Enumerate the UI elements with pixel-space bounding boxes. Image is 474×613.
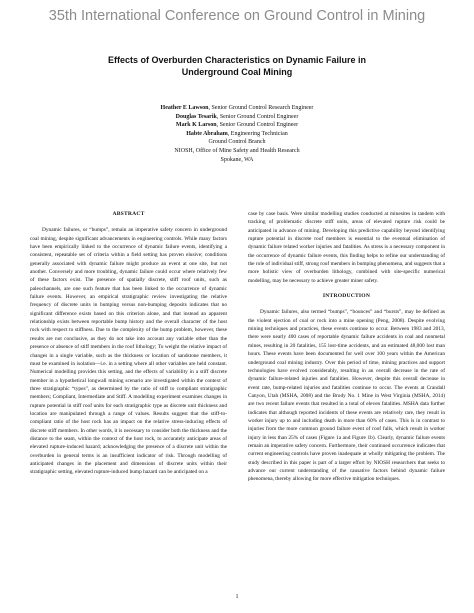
author-name: Heather E Lawson bbox=[160, 105, 209, 111]
author-line bbox=[40, 121, 434, 130]
author-name: Douglas Tesarik bbox=[175, 113, 217, 120]
author-name: Mark K Larson bbox=[175, 122, 217, 129]
author-line bbox=[40, 130, 434, 139]
affiliation-branch: Ground Control Branch bbox=[208, 139, 266, 146]
author-role: , Senior Ground Control Engineer bbox=[216, 122, 299, 129]
introduction-heading: INTRODUCTION bbox=[322, 293, 371, 300]
author-line bbox=[40, 104, 434, 113]
page-number: 1 bbox=[235, 594, 239, 600]
paper-title-line-1: Effects of Overburden Characteristics on Dynamic Failure in bbox=[107, 55, 367, 65]
paper-title bbox=[40, 54, 434, 78]
author-role: , Senior Ground Control Research Engineer bbox=[208, 105, 314, 111]
abstract-paragraph-1: Dynamic failures, or “bumps”, remain an imperative safety concern in underground coal mining, despite significant advancements in engineering controls. While many factors have been empirically linked to the occurrence of dynamic failure events, identifying a consistent, repeatable set of criteria within a field setting has proven elusive; conditions generally associated with dynamic failure might produce an event at one site, but not another. Conversely and more troubling, dynamic failure could occur where relatively few of these factors exist. The presence of spatially discrete, stiff roof units, such as paleochannels, are one such feature that has been linked to the occurrence of dynamic failure events. However, an empirical stratigraphic review investigating the relative frequency of discrete units in bumping versus non-bumping deposits indicates that no significant difference exists based on this criterion alone, and that instead an apparent relationship exists between reportable bump history and the overall character of the host rock with respect to stiffness. Due to the complexity of the bump problem, however, these results are not conclusive, as they do not take into account any variable other than the presence or absence of stiff members in the roof lithology; To weight the relative impact of changes in a single variable, such as the thickness or location of sandstone members, it must be examined in isolation—i.e. in a setting where all other variables are held constant. Numerical modelling provides this setting, and the effects of variability in a stiff discrete member in a hypothetical longwall mining scenario are investigated within the context of three stratigraphic “types”, as determined by the ratio of stiff to compliant stratigraphic members; Compliant, Intermediate and Stiff. A modelling experiment examines changes in rupture potential in stiff roof units for each stratigraphic type as discrete unit thickness and location are manipulated through a range of values. Results suggest that the stiff-to-compliant ratio of the host rock has an impact on the relative stress-inducing effects of discrete stiff members. In other words, it is necessary to consider both the thickness and the distance to the seam, within the context of the host rock, to accurately anticipate areas of elevated rupture-induced hazard; acknowledging the presence of a discrete unit within the overburden in general terms is an insufficient indicator of risk. Through modelling of anticipated changes in the placement and dimensions of discrete units within their stratigraphic setting, elevated rupture-induced bump hazard can be anticipated on a bbox=[30, 227, 227, 476]
left-column bbox=[30, 210, 227, 477]
paper-title-line-2: Underground Coal Mining bbox=[181, 67, 293, 77]
author-role: , Engineering Technician bbox=[227, 130, 288, 137]
author-name: Habte Abraham bbox=[186, 130, 228, 137]
right-column bbox=[248, 210, 445, 484]
author-block bbox=[40, 104, 434, 164]
conference-header: 35th International Conference on Ground Control in Mining bbox=[48, 8, 426, 24]
abstract-paragraph-2: case by case basis. Were similar modelling studies conducted at minesites in tandem with tracking of problematic discrete stiff units, areas of elevated rupture risk could be anticipated in advance of mining. Developing this predictive capability beyond identifying rupture potential in discrete roof members is essential to the eventual elimination of dynamic failure related worker injuries and fatalities. As stress is a necessary component in the occurrence of dynamic failure events, this finding helps to refine our understanding of the role of individual stiff, strong roof members in bumping phenomena, and suggests that a more holistic view of overburden lithology, combined with site-specific numerical modelling, may be necessary to achieve greater miner safety. bbox=[248, 211, 445, 284]
author-role: , Senior Ground Control Engineer bbox=[216, 113, 299, 120]
introduction-paragraph-1: Dynamic failures, also termed “bumps”, “bounces” and “bursts”, may be defined as the violent ejection of coal or rock into a mine opening (Peng, 2008). Despite evolving mining techniques and practices, these events continue to occur. Between 1983 and 2013, there were nearly 400 cases of reportable dynamic failure accidents in coal and nonmetal mines, resulting in 20 fatalities, 155 lost-time accidents, and an estimated 48,000 lost man hours. These events have been documented for well over 100 years within the American underground coal mining industry. Over this period of time, mining practices and support technologies have evolved considerably, resulting in an overall decrease in the rate of dynamic failure-related injuries and fatalities. However, despite this overall decrease in event rate, bump-related injuries and fatalities continue to occur. The events at Crandall Canyon, Utah (MSHA, 2008) and the Brody No. 1 Mine in West Virginia (MSHA, 2014) are two recent failure events that resulted in a total of eleven fatalities. MSHA data further indicates that although reported incidents of these events are relatively rare, they result in worker injury up to and including death in more than 60% of cases. This is in contrast to injuries from the more common ground failure event of roof falls, which result in worker injury in less than 25% of cases (Figure 1a and Figure 1b). Clearly, dynamic failure events remain an imperative safety concern. Furthermore, their continued occurrence indicates that current engineering controls have proven inadequate at wholly mitigating the problem. The study described in this paper is part of a larger effort by NIOSH researchers that seeks to advance our current understanding of the causative factors behind dynamic failure phenomena, thereby allowing for more effective mitigation techniques. bbox=[248, 309, 445, 483]
affiliation-location: Spokane, WA bbox=[220, 156, 254, 163]
affiliation-office: NIOSH, Office of Mine Safety and Health Research bbox=[174, 147, 300, 154]
author-line bbox=[40, 113, 434, 122]
abstract-heading: ABSTRACT bbox=[112, 211, 145, 217]
